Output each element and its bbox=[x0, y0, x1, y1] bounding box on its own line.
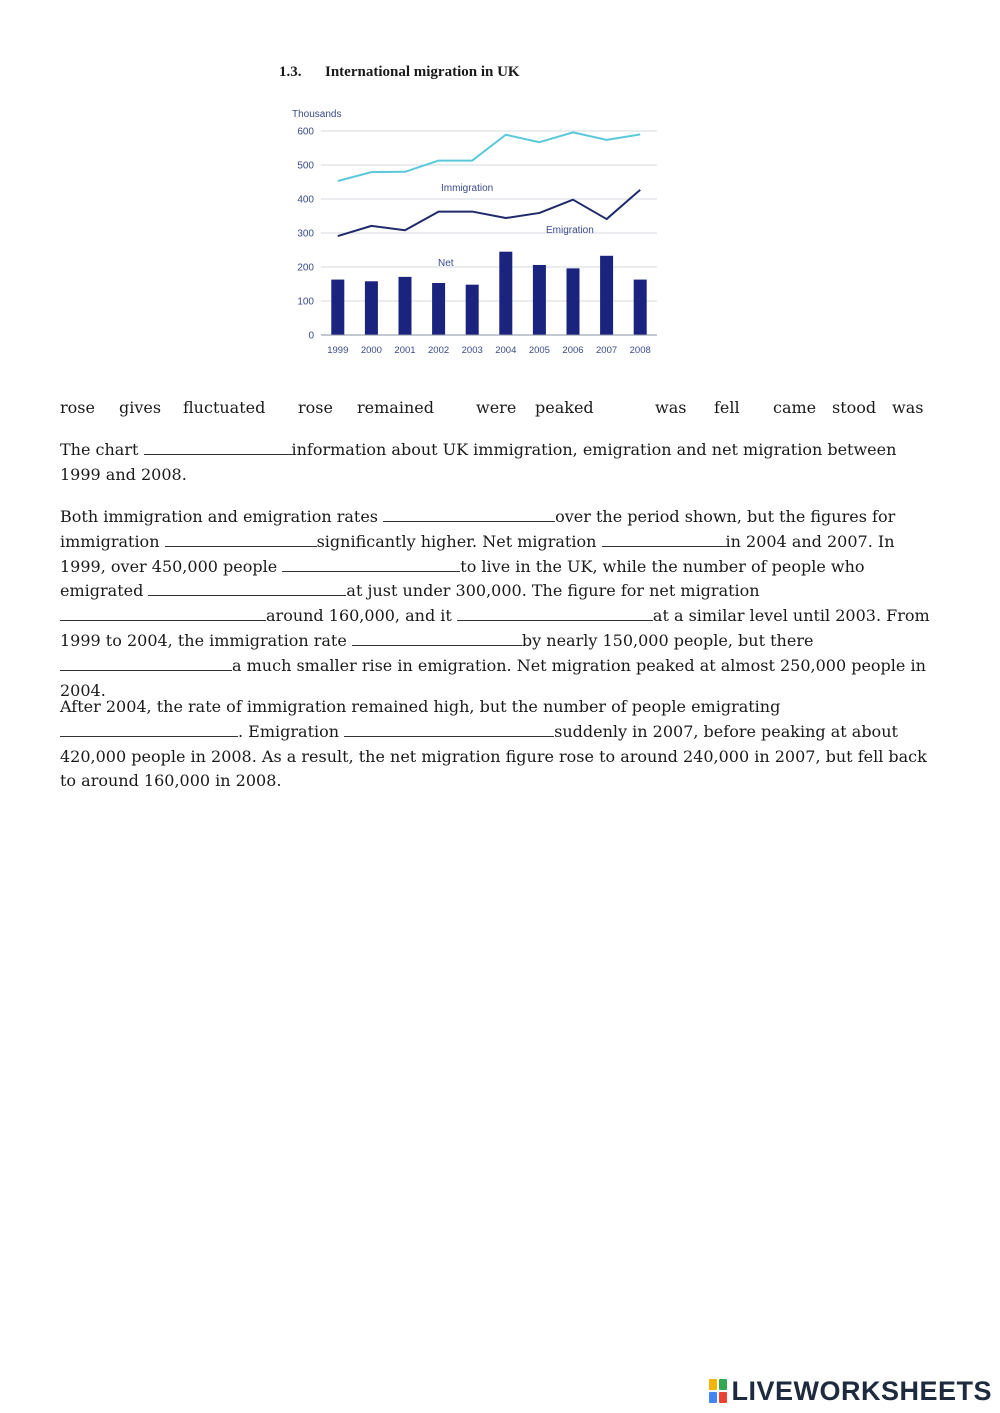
answer-blank[interactable] bbox=[602, 532, 726, 547]
x-tick-label: 2003 bbox=[461, 345, 483, 356]
paragraph-text: over the period shown, but the figures for immigration bbox=[60, 507, 896, 551]
bar-net bbox=[567, 268, 580, 335]
word-bank-item[interactable]: stood bbox=[832, 398, 877, 417]
bar-net bbox=[331, 280, 344, 335]
migration-chart bbox=[286, 100, 666, 365]
series-label-emigration: Emigration bbox=[546, 225, 594, 236]
answer-blank[interactable] bbox=[352, 631, 522, 646]
logo-mark-square bbox=[719, 1392, 727, 1403]
x-tick-label: 2008 bbox=[629, 345, 651, 356]
answer-blank[interactable] bbox=[344, 722, 554, 737]
answer-blank[interactable] bbox=[282, 557, 460, 572]
paragraph-text: around 160,000, and it bbox=[266, 606, 457, 626]
bar-net bbox=[600, 256, 613, 335]
section-title: International migration in UK bbox=[325, 64, 520, 80]
x-tick-label: 1999 bbox=[327, 345, 349, 356]
word-bank-item[interactable]: gives bbox=[119, 398, 162, 417]
series-line-emigration bbox=[338, 190, 640, 236]
y-tick-label: 200 bbox=[297, 262, 314, 274]
bar-net bbox=[432, 283, 445, 335]
answer-blank[interactable] bbox=[60, 722, 238, 737]
bar-net bbox=[634, 280, 647, 335]
word-bank-item[interactable]: peaked bbox=[535, 398, 594, 417]
x-tick-label: 2004 bbox=[495, 345, 517, 356]
logo-text: LIVEWORKSHEETS bbox=[731, 1375, 992, 1406]
logo-mark-square bbox=[709, 1379, 717, 1390]
y-tick-label: 0 bbox=[308, 330, 314, 342]
paragraph-body bbox=[60, 505, 940, 703]
paragraph-text: Both immigration and emigration rates bbox=[60, 507, 384, 526]
paragraph-text: The chart bbox=[60, 440, 144, 459]
paragraph-text: at a similar level until 2003. From 1999 to 2004, the immigration rate bbox=[60, 606, 930, 650]
bar-net bbox=[533, 265, 546, 335]
y-unit-label: Thousands bbox=[292, 109, 342, 120]
paragraph-text: to live in the UK, while the number of people who emigrated bbox=[60, 556, 865, 601]
bar-net bbox=[365, 281, 378, 335]
paragraph-text: information about UK immigration, emigration and net migration between 1999 and 2008. bbox=[60, 440, 897, 484]
word-bank-item[interactable]: rose bbox=[60, 398, 95, 417]
word-bank-item[interactable]: were bbox=[476, 398, 517, 417]
word-bank-item[interactable]: fluctuated bbox=[183, 398, 266, 417]
y-tick-label: 100 bbox=[297, 296, 314, 308]
paragraph-text: After 2004, the rate of immigration remained high, but the number of people emigrating bbox=[60, 697, 781, 716]
answer-blank[interactable] bbox=[165, 532, 317, 547]
paragraph-conclusion bbox=[60, 695, 940, 794]
logo-mark-square bbox=[719, 1379, 727, 1390]
paragraph-text: significantly higher. Net migration bbox=[316, 531, 602, 551]
paragraph-text: suddenly in 2007, before peaking at about 420,000 people in 2008. As a result, the net migration figure rose to around 240,000 in 2007, but fell back to around 160,000 in 2008. bbox=[60, 721, 927, 791]
x-tick-label: 2005 bbox=[528, 345, 550, 356]
answer-blank[interactable] bbox=[148, 581, 346, 596]
answer-blank[interactable] bbox=[144, 440, 292, 455]
section-heading bbox=[279, 64, 520, 81]
word-bank-item[interactable]: fell bbox=[714, 398, 740, 417]
x-tick-label: 2006 bbox=[562, 345, 584, 356]
bar-net bbox=[399, 277, 412, 335]
x-tick-label: 2007 bbox=[596, 345, 618, 356]
logo-mark-square bbox=[709, 1392, 717, 1403]
bar-net bbox=[499, 252, 512, 335]
x-tick-label: 2000 bbox=[360, 345, 382, 356]
x-tick-label: 2002 bbox=[428, 345, 450, 356]
y-tick-label: 300 bbox=[297, 228, 314, 240]
liveworksheets-logo bbox=[709, 1377, 992, 1405]
answer-blank[interactable] bbox=[60, 606, 266, 621]
word-bank-item[interactable]: rose bbox=[298, 398, 333, 417]
paragraph-text: . Emigration bbox=[238, 721, 345, 741]
series-label-immigration: Immigration bbox=[441, 183, 494, 194]
answer-blank[interactable] bbox=[383, 507, 555, 522]
logo-mark-icon bbox=[709, 1379, 727, 1403]
series-label-net: Net bbox=[438, 258, 454, 269]
y-tick-label: 400 bbox=[297, 194, 314, 206]
bar-net bbox=[466, 285, 479, 335]
word-bank-item[interactable]: remained bbox=[357, 398, 434, 417]
paragraph-text: by nearly 150,000 people, but there bbox=[521, 630, 814, 650]
paragraph-text: at just under 300,000. The figure for net migration bbox=[346, 581, 760, 601]
paragraph-text: a much smaller rise in emigration. Net migration peaked at almost 250,000 people in 2004. bbox=[60, 655, 926, 700]
word-bank-item[interactable]: was bbox=[655, 398, 687, 417]
paragraph-intro bbox=[60, 438, 940, 488]
word-bank-item[interactable]: was bbox=[892, 398, 924, 417]
paragraph-text: in 2004 and 2007. In 1999, over 450,000 people bbox=[60, 531, 895, 576]
answer-blank[interactable] bbox=[457, 606, 653, 621]
x-tick-label: 2001 bbox=[394, 345, 416, 356]
section-number: 1.3. bbox=[279, 64, 302, 80]
y-tick-label: 500 bbox=[297, 160, 314, 172]
word-bank-item[interactable]: came bbox=[773, 398, 817, 417]
answer-blank[interactable] bbox=[60, 656, 232, 671]
y-tick-label: 600 bbox=[297, 126, 314, 138]
series-line-immigration bbox=[338, 132, 640, 181]
